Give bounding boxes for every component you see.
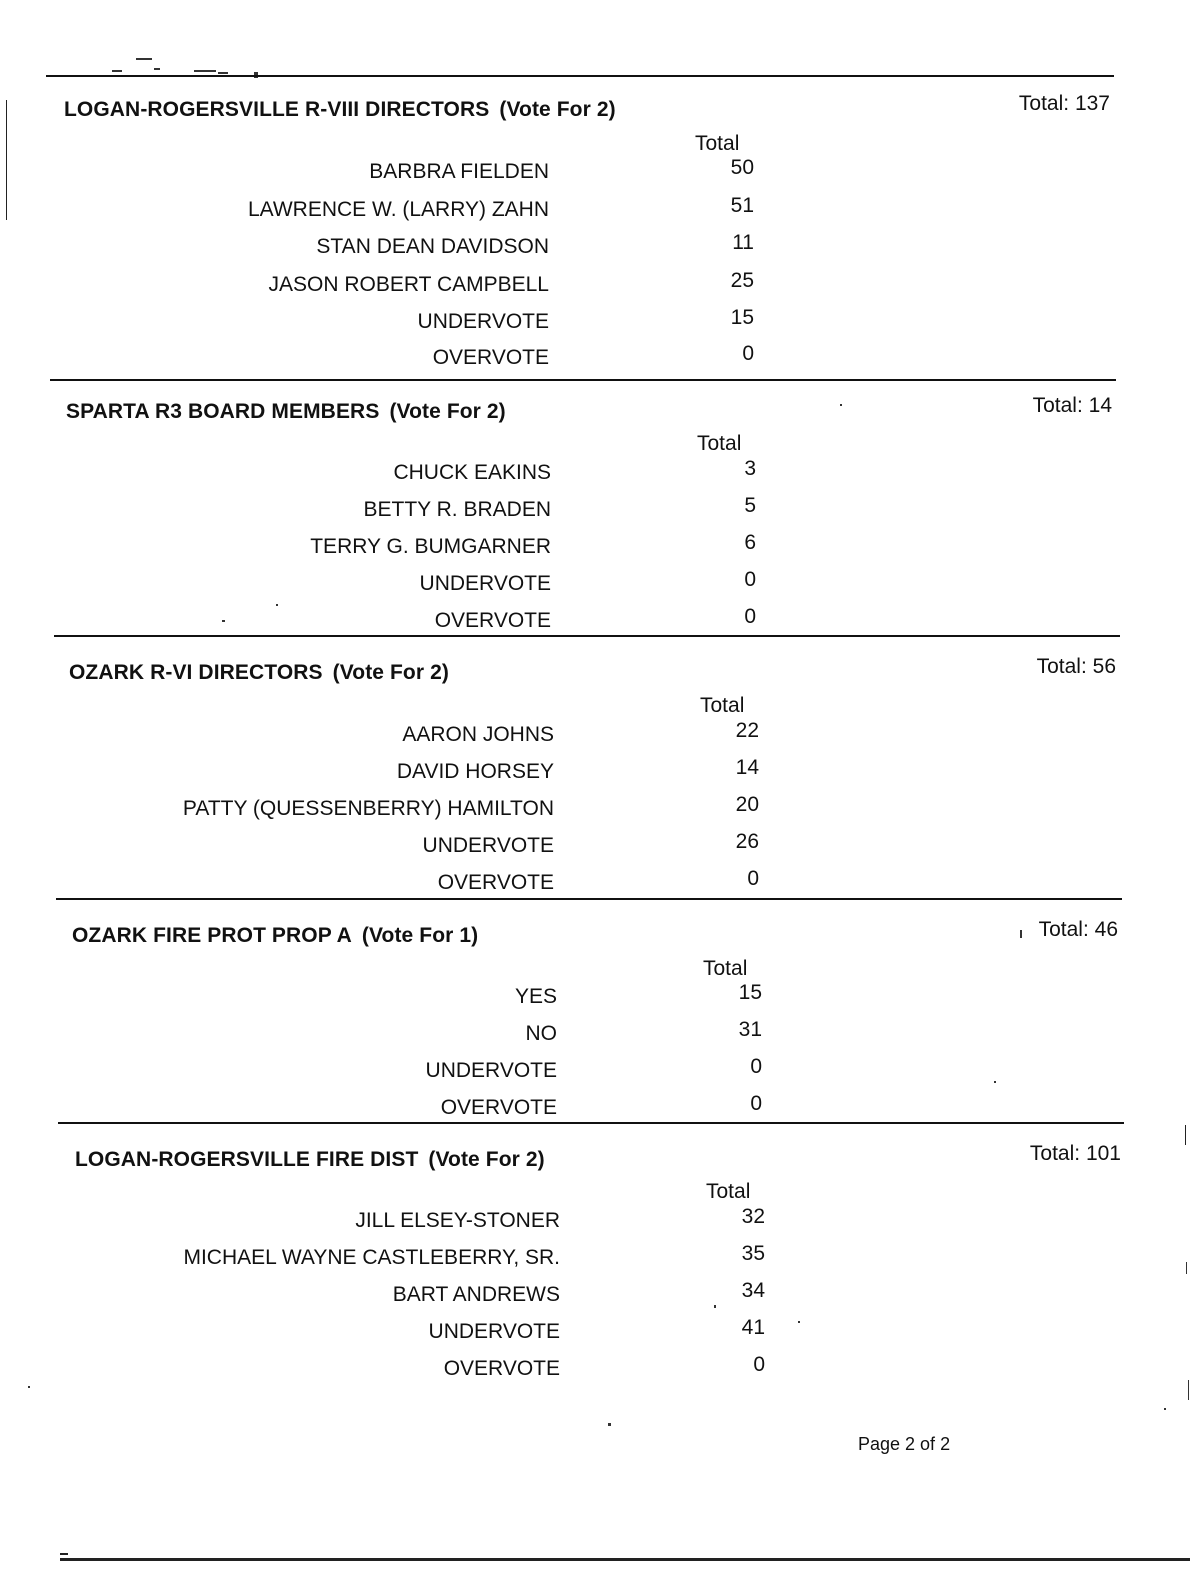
contest-title [72,924,478,948]
candidate-name: STAN DEAN DAVIDSON [316,235,549,258]
vote-count: 15 [738,981,762,1004]
scan-speck [222,620,225,622]
scan-speck [798,1321,800,1323]
vote-count: 0 [744,568,756,591]
candidate-row [66,531,786,565]
contest-title [75,1148,545,1172]
vote-count: 32 [741,1205,765,1228]
total-column-header: Total [703,957,748,980]
contest-name: LOGAN-ROGERSVILLE FIRE DIST [75,1148,419,1171]
vote-count: 11 [732,231,754,254]
vote-for-label: (Vote For 2) [332,661,449,684]
candidate-name: CHUCK EAKINS [393,461,551,484]
vote-count: 3 [744,457,756,480]
contest-name: OZARK R-VI DIRECTORS [69,661,323,684]
scan-speck [1188,1380,1189,1400]
candidate-name: OVERVOTE [443,1357,560,1380]
candidate-row [69,830,789,864]
candidate-name: JASON ROBERT CAMPBELL [268,273,549,296]
scan-speck [276,604,278,606]
vote-count: 0 [750,1055,762,1078]
contest-total: Total: 46 [1038,918,1118,941]
candidate-name: YES [514,985,557,1008]
candidate-row [64,231,784,265]
candidate-name: UNDERVOTE [428,1320,560,1343]
candidate-name: DAVID HORSEY [396,760,554,783]
total-column-header: Total [706,1180,751,1203]
vote-count: 41 [741,1316,765,1339]
candidate-row [75,1353,795,1387]
vote-count: 22 [735,719,759,742]
candidate-row [69,793,789,827]
contest-title [66,400,506,424]
candidate-row [64,194,784,228]
scan-artifact [154,68,160,70]
scan-speck [714,1305,716,1308]
contest-title [64,98,616,122]
vote-count: 26 [735,830,759,853]
candidate-name: OVERVOTE [434,609,551,632]
vote-count: 35 [741,1242,765,1265]
scan-speck [994,1081,996,1083]
candidate-name: TERRY G. BUMGARNER [310,535,551,558]
contest-total: Total: 56 [1036,655,1116,678]
vote-for-label: (Vote For 1) [361,924,479,947]
scan-artifact [136,58,152,60]
candidate-name: JILL ELSEY-STONER [355,1209,560,1232]
candidate-row [64,342,784,376]
vote-count: 0 [747,867,759,890]
vote-for-label: (Vote For 2) [428,1148,545,1171]
candidate-name: LAWRENCE W. (LARRY) ZAHN [247,198,549,221]
bottom-page-edge [60,1558,1190,1561]
vote-count: 15 [730,306,754,329]
candidate-row [72,981,792,1015]
candidate-row [72,1092,792,1126]
candidate-row [75,1205,795,1239]
candidate-name: BART ANDREWS [392,1283,560,1306]
vote-count: 34 [741,1279,765,1302]
vote-count: 31 [738,1018,762,1041]
candidate-row [72,1018,792,1052]
candidate-name: NO [525,1022,557,1045]
candidate-name: OVERVOTE [437,871,554,894]
candidate-name: BARBRA FIELDEN [369,160,549,183]
vote-count: 20 [735,793,759,816]
contest-total: Total: 101 [1029,1142,1121,1165]
scan-speck [1186,1262,1187,1274]
vote-count: 14 [735,756,759,779]
candidate-name: AARON JOHNS [402,723,554,746]
scan-speck [1164,1408,1166,1410]
contest-total: Total: 14 [1032,394,1112,417]
right-page-edge [1185,1125,1186,1145]
section-rule [46,75,1114,77]
candidate-row [75,1279,795,1313]
candidate-name: BETTY R. BRADEN [363,498,551,521]
bottom-left-mark [60,1553,68,1555]
total-column-header: Total [697,432,742,455]
candidate-name: MICHAEL WAYNE CASTLEBERRY, SR. [183,1246,560,1269]
vote-count: 6 [744,531,756,554]
contest-name: LOGAN-ROGERSVILLE R-VIII DIRECTORS [64,98,490,121]
candidate-name: OVERVOTE [440,1096,557,1119]
vote-count: 0 [750,1092,762,1115]
scan-speck [28,1386,30,1388]
candidate-row [69,756,789,790]
contest-name: OZARK FIRE PROT PROP A [72,924,352,947]
candidate-name: UNDERVOTE [419,572,551,595]
scan-speck [1020,930,1022,938]
candidate-name: UNDERVOTE [417,310,549,333]
vote-count: 0 [742,342,754,365]
contest-name: SPARTA R3 BOARD MEMBERS [66,400,380,423]
contest-title [69,661,449,685]
vote-count: 51 [730,194,754,217]
candidate-name: UNDERVOTE [425,1059,557,1082]
vote-for-label: (Vote For 2) [389,400,506,423]
vote-count: 5 [744,494,756,517]
candidate-row [72,1055,792,1089]
candidate-row [64,306,784,340]
candidate-row [66,605,786,639]
candidate-row [75,1316,795,1350]
candidate-row [64,156,784,190]
candidate-row [69,719,789,753]
vote-count: 25 [730,269,754,292]
candidate-row [69,867,789,901]
candidate-row [66,494,786,528]
scan-speck [608,1423,611,1426]
candidate-name: OVERVOTE [432,346,549,369]
candidate-name: PATTY (QUESSENBERRY) HAMILTON [182,797,554,820]
vote-for-label: (Vote For 2) [499,98,616,121]
total-column-header: Total [695,132,740,155]
scan-artifact [218,72,228,74]
candidate-row [66,568,786,602]
scan-artifact [112,70,122,72]
candidate-name: UNDERVOTE [422,834,554,857]
section-rule [50,379,1116,381]
contest-total: Total: 137 [1018,92,1110,115]
left-page-edge [6,100,7,220]
vote-count: 50 [730,156,754,179]
scan-artifact [194,70,216,72]
total-column-header: Total [700,694,745,717]
candidate-row [66,457,786,491]
scan-speck [840,404,842,406]
vote-count: 0 [753,1353,765,1376]
page-number: Page 2 of 2 [858,1434,951,1454]
candidate-row [64,269,784,303]
vote-count: 0 [744,605,756,628]
candidate-row [75,1242,795,1276]
